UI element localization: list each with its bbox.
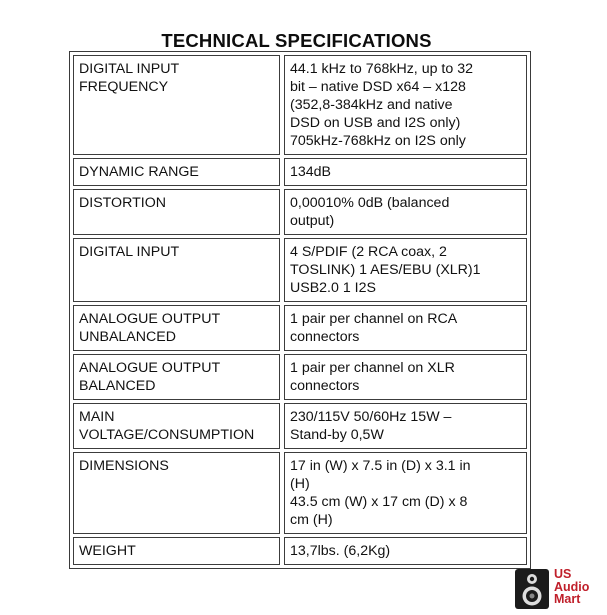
- spec-row: [73, 55, 527, 155]
- spec-value-line: DSD on USB and I2S only): [290, 115, 461, 131]
- spec-label-line: BALANCED: [79, 378, 156, 394]
- spec-value-cell: [284, 189, 527, 235]
- speaker-icon: [514, 568, 554, 610]
- spec-value-line: Stand-by 0,5W: [290, 427, 384, 443]
- logo-line-3: Mart: [554, 592, 581, 606]
- spec-value-cell: [284, 403, 527, 449]
- spec-value-line: 13,7lbs. (6,2Kg): [290, 543, 391, 559]
- spec-value-line: 1 pair per channel on XLR: [290, 360, 455, 376]
- spec-value-cell: [284, 238, 527, 302]
- page-title: TECHNICAL SPECIFICATIONS: [161, 30, 432, 51]
- logo-wordmark: [554, 568, 589, 606]
- spec-table: [69, 51, 531, 569]
- spec-value-line: 0,00010% 0dB (balanced: [290, 195, 450, 211]
- spec-value-line: 134dB: [290, 164, 332, 180]
- spec-label-cell: [73, 452, 280, 534]
- spec-label-line: MAIN: [79, 409, 115, 425]
- spec-label-line: UNBALANCED: [79, 329, 176, 345]
- spec-label-line: DISTORTION: [79, 195, 166, 211]
- spec-row: [73, 238, 527, 302]
- spec-label-cell: [73, 158, 280, 186]
- spec-row: [73, 305, 527, 351]
- spec-value-line: (352,8-384kHz and native: [290, 97, 453, 113]
- spec-label-line: ANALOGUE OUTPUT: [79, 360, 221, 376]
- spec-value-line: connectors: [290, 378, 360, 394]
- spec-value-line: 4 S/PDIF (2 RCA coax, 2: [290, 244, 447, 260]
- spec-value-line: 1 pair per channel on RCA: [290, 311, 458, 327]
- spec-value-line: 705kHz-768kHz on I2S only: [290, 133, 466, 149]
- spec-label-cell: [73, 238, 280, 302]
- spec-row: [73, 354, 527, 400]
- spec-label-line: ANALOGUE OUTPUT: [79, 311, 221, 327]
- spec-value-cell: [284, 354, 527, 400]
- spec-value-line: output): [290, 213, 335, 229]
- spec-value-line: 43.5 cm (W) x 17 cm (D) x 8: [290, 494, 468, 510]
- spec-label-cell: [73, 189, 280, 235]
- spec-label-cell: [73, 305, 280, 351]
- spec-value-line: 17 in (W) x 7.5 in (D) x 3.1 in: [290, 458, 471, 474]
- spec-label-line: DIGITAL INPUT: [79, 61, 180, 77]
- spec-label-cell: [73, 354, 280, 400]
- spec-value-line: 230/115V 50/60Hz 15W –: [290, 409, 452, 425]
- spec-label-cell: [73, 537, 280, 565]
- logo-line-1: US: [554, 567, 572, 581]
- spec-label-line: DIGITAL INPUT: [79, 244, 180, 260]
- us-audio-mart-logo: [514, 568, 604, 610]
- spec-value-line: bit – native DSD x64 – x128: [290, 79, 466, 95]
- spec-value-line: cm (H): [290, 512, 333, 528]
- spec-row: [73, 403, 527, 449]
- spec-value-cell: [284, 305, 527, 351]
- spec-row: [73, 452, 527, 534]
- spec-label-cell: [73, 55, 280, 155]
- spec-label-line: DYNAMIC RANGE: [79, 164, 199, 180]
- spec-value-cell: [284, 452, 527, 534]
- spec-value-cell: [284, 158, 527, 186]
- spec-label-cell: [73, 403, 280, 449]
- spec-label-line: WEIGHT: [79, 543, 136, 559]
- spec-label-line: VOLTAGE/CONSUMPTION: [79, 427, 255, 443]
- logo-line-2: Audio: [554, 579, 590, 594]
- spec-label-line: FREQUENCY: [79, 79, 169, 95]
- spec-value-line: TOSLINK) 1 AES/EBU (XLR)1: [290, 262, 481, 278]
- spec-value-line: connectors: [290, 329, 360, 345]
- spec-value-cell: [284, 55, 527, 155]
- spec-row: [73, 158, 527, 186]
- spec-row: [73, 537, 527, 565]
- spec-value-cell: [284, 537, 527, 565]
- spec-value-line: (H): [290, 476, 310, 492]
- spec-row: [73, 189, 527, 235]
- spec-value-line: USB2.0 1 I2S: [290, 280, 376, 296]
- spec-label-line: DIMENSIONS: [79, 458, 169, 474]
- spec-value-line: 44.1 kHz to 768kHz, up to 32: [290, 61, 473, 77]
